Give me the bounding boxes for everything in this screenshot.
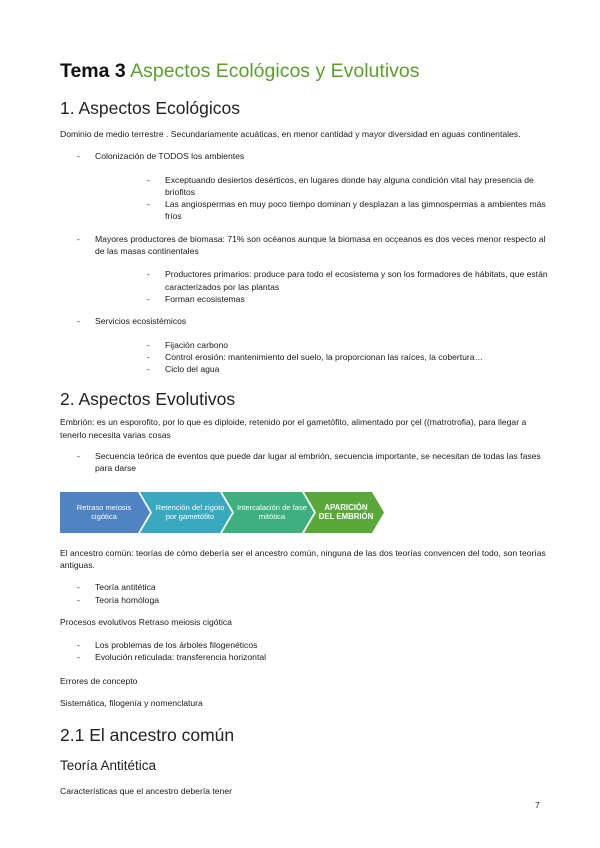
sublist-item: - Fijación carbono [95,339,550,351]
list-item [60,233,550,305]
section-2-1-subheading: Teoría Antitética [60,758,157,774]
list-item-text: Mayores productores de biomasa: 71% son océanos aunque la biomasa en ocçeanos es dos veces menor respecto al de las masas continentales [95,233,546,257]
list-item [60,150,550,222]
section-1-heading: 1. Aspectos Ecológicos [60,98,240,118]
page-content [60,58,550,798]
embryo-sequence-diagram [60,492,386,533]
list-item: - Teoría homóloga [60,594,550,606]
step-label-4: APARICIÓN DEL EMBRIÓN [318,502,374,522]
procesos-list [60,639,550,664]
section-2-list [60,450,550,475]
sublist [95,339,550,376]
errores-paragraph: Errores de concepto [60,675,138,686]
step-label-2: Retención del zigoto por gametófito [155,502,225,522]
list-item: - Evolución reticulada: transferencia horizontal [60,651,550,663]
list-item-text: Colonización de TODOS los ambientes [95,151,245,162]
sublist-item: - Las angiospermas en muy poco tiempo dominan y desplazan a las gimnospermas a ambientes más fríos [95,198,550,223]
step-label-3: Intercalación de fase mitótica [236,502,308,522]
theories-list [60,581,550,606]
sistematica-paragraph: Sistemática, filogenía y nomenclatura [60,698,203,709]
section-1-list [60,150,550,375]
section-2-1-heading: 2.1 El ancestro común [60,725,235,746]
list-item-text: Servicios ecosistémicos [95,316,187,327]
section-2-intro: Embrión: es un esporofito, por lo que es diploide, retenido por el gametófito, alimentado por çel ((matrotrofia), para llegar a tenerlo necesita varias cosas [60,417,527,440]
sublist-item: - Control erosión: mantenimiento del suelo, la proporcionan las raíces, la cobertura… [95,351,550,363]
step-label-1: Retraso meiosis cigótica [76,502,132,522]
list-item: - Los problemas de los árboles filogenéticos [60,639,550,651]
procesos-paragraph: Procesos evolutivos Retraso meiosis cigótica [60,616,232,627]
section-1-intro: Dominio de medio terrestre . Secundariamente acuáticas, en menor cantidad y mayor diversidad en aguas continentales. [60,129,521,139]
list-item [60,315,550,375]
page-title [60,58,550,84]
list-item: - Secuencia teórica de eventos que puede dar lugar al embrión, secuencia importante, se necesitan de todas las fases para darse [60,450,550,475]
ancestro-paragraph: El ancestro común: teorías de cómo debería ser el ancestro común, ninguna de las dos teorías convencen del todo, son teorías antiguas. [60,547,546,570]
section-2-heading: 2. Aspectos Evolutivos [60,389,236,410]
topic-title: Aspectos Ecológicos y Evolutivos [130,60,420,82]
sublist [95,174,550,223]
sublist-item: - Exceptuando desiertos desérticos, en lugares donde hay alguna condición vital hay presencia de briofitos [95,174,550,199]
section-2-1-text: Características que el ancestro debería tener [60,786,232,797]
page-number: 7 [535,800,540,810]
list-item: - Teoría antitética [60,581,550,593]
sublist [95,268,550,305]
sublist-item: - Forman ecosistemas [95,293,550,305]
sublist-item: - Productores primarios: produce para todo el ecosistema y son los formadores de hábitats, que están caracterizados por las plantas [95,268,550,293]
topic-number: Tema 3 [60,60,126,82]
sublist-item: - Ciclo del agua [95,363,550,375]
